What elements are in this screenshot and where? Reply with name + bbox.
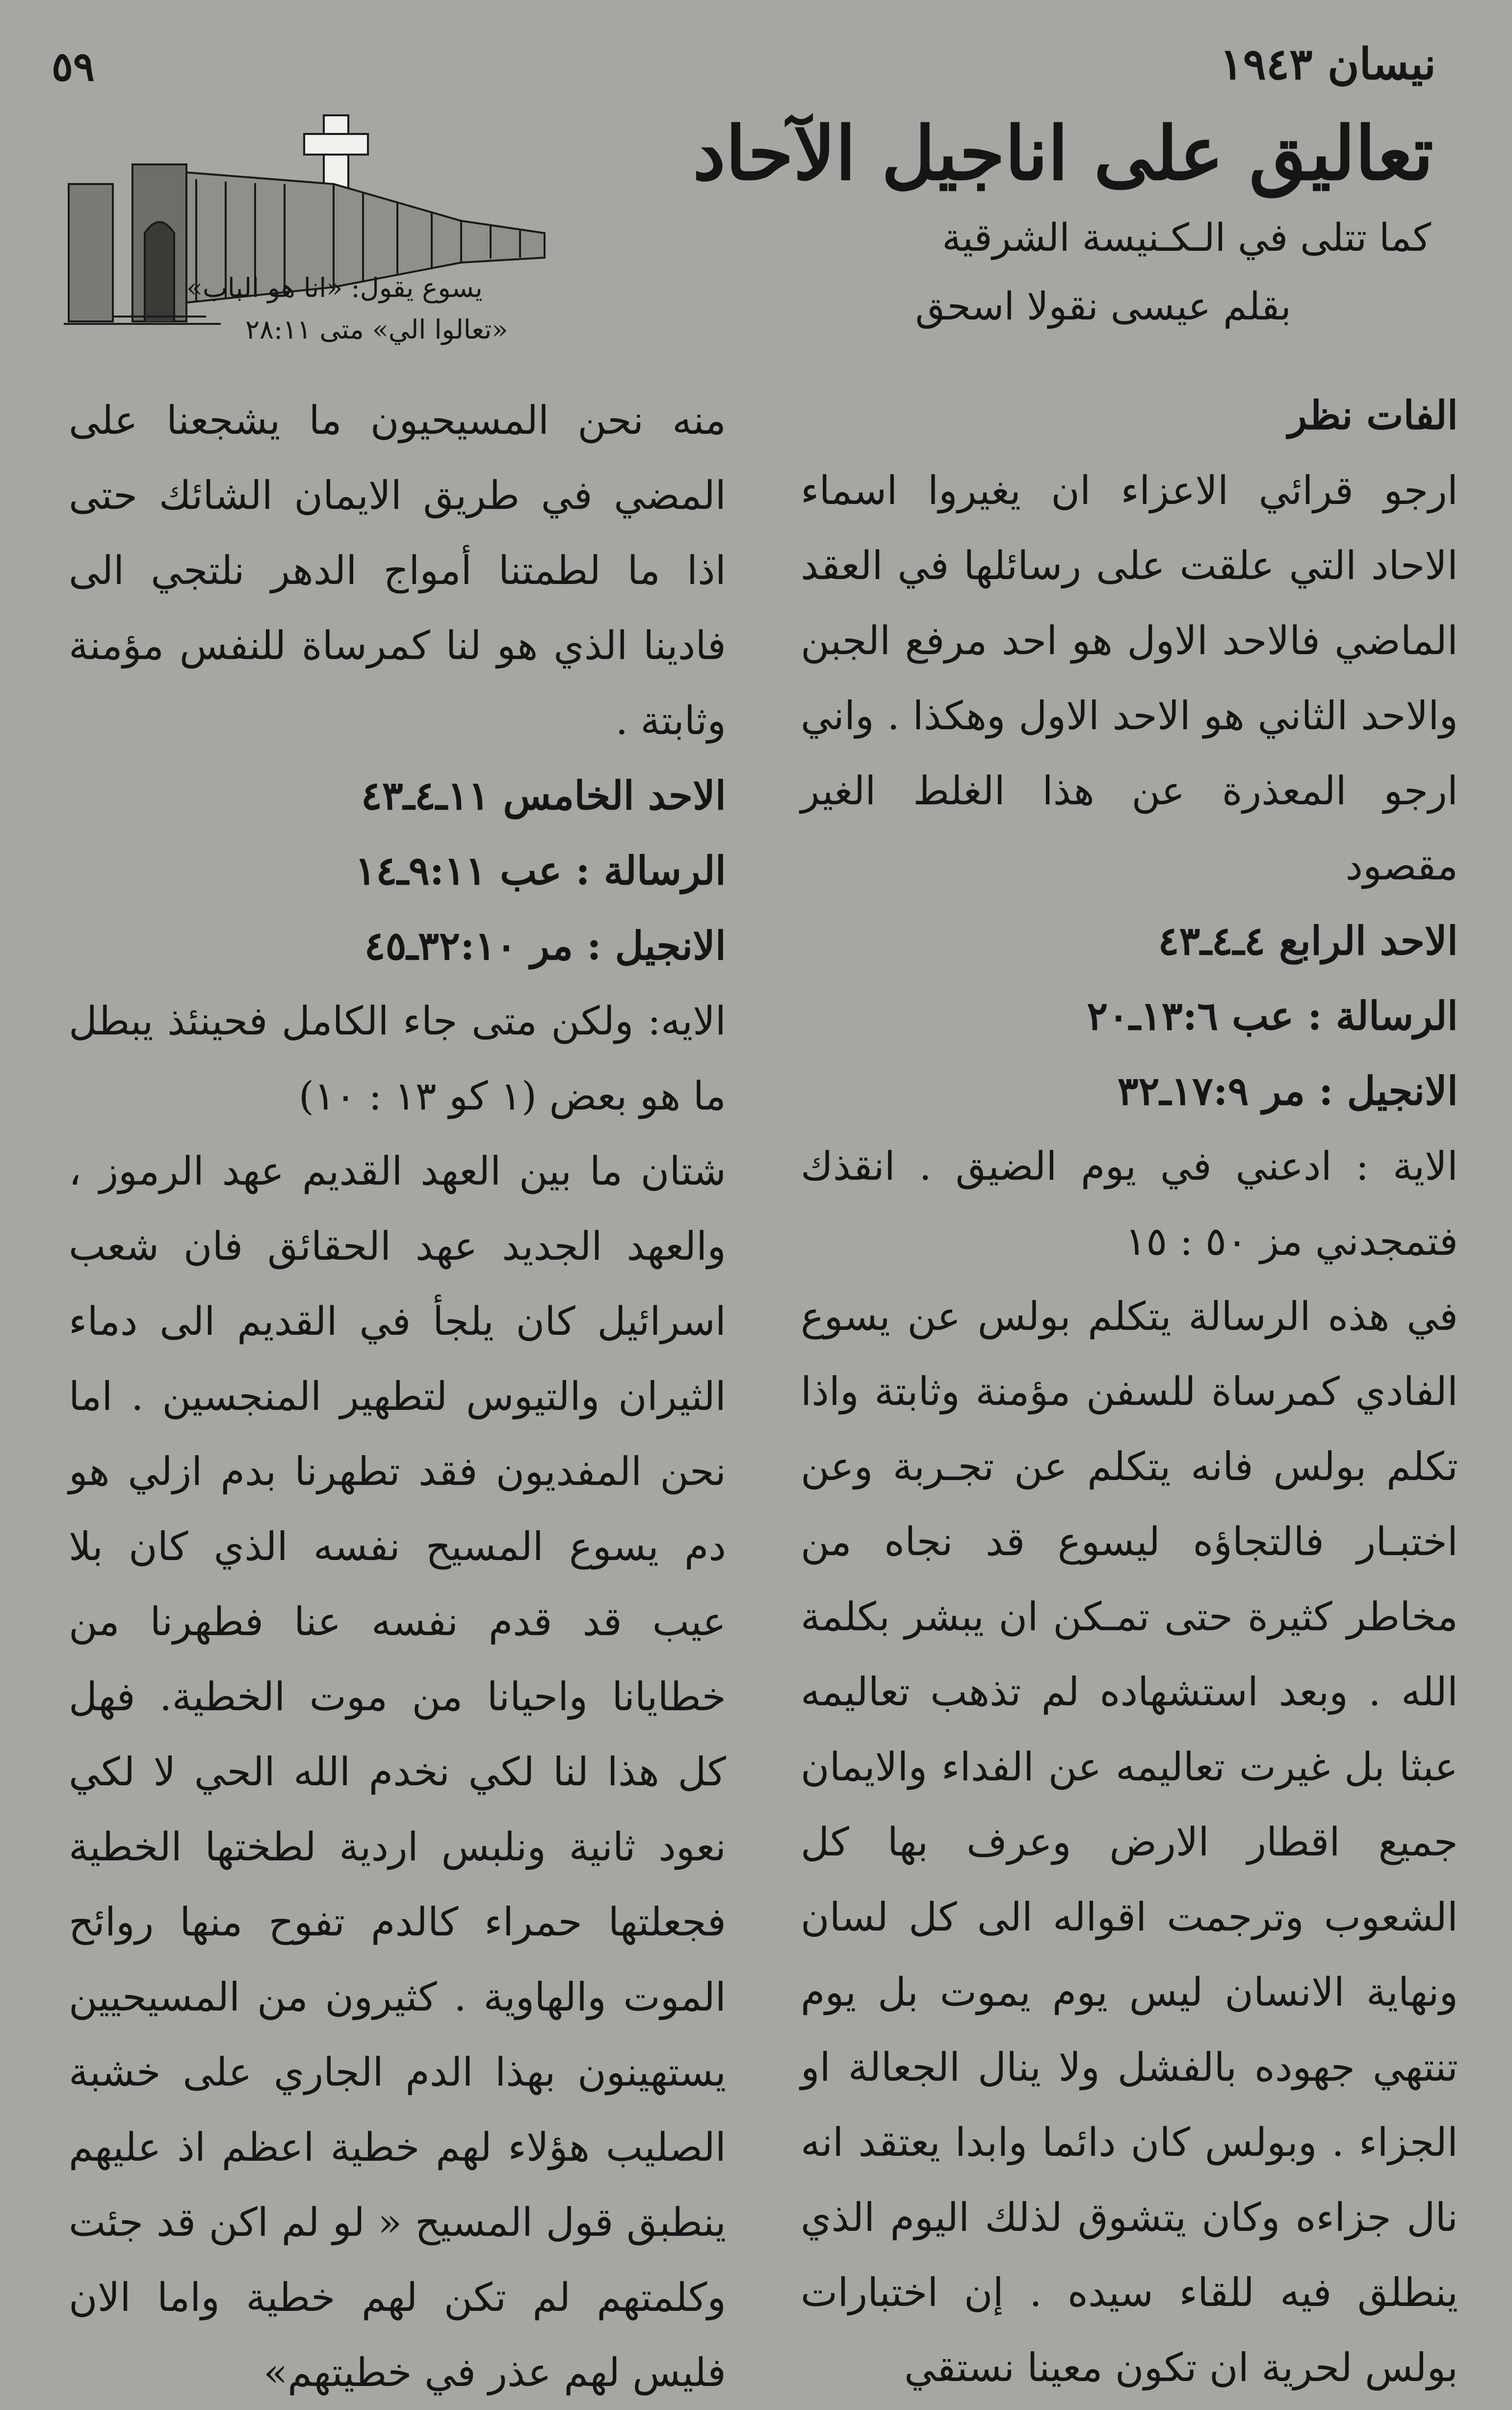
sunday5-body-paragraph: شتان ما بين العهد القديم عهد الرموز ، والعهد الجديد عهد الحقائق فان شعب اسرائيل كان يلجأ في القديم الى دماء الثيران والتيوس لتطهير المنجسين . اما نحن المفديون فقد تطهرنا بدم ازلي هو دم يسوع المسيح نفسه الذي كان بلا عيب قد قدم نفسه عنا فطهرنا من خطايانا واحيانا من موت الخطية. فهل كل هذا لنا لكي نخدم الله الحي لا لكي نعود ثانية ونلبس اردية لطختها الخطية فجعلتها حمراء كالدم تفوح منها روائح الموت والهاوية . كثيرون من المسيحيين يستهينون بهذا الدم الجاري على خشبة الصليب هؤلاء لهم خطية اعظم اذ عليهم ينطبق قول المسيح « لو لم اكن قد جئت وكلمتهم لم تكن لهم خطية واما الان فليس لهم عذر في خطيتهم» [69,1148,726,2395]
notice-paragraph: ارجو قرائي الاعزاء ان يغيروا اسماء الاحاد التي علقت على رسائلها في العقد الماضي فالاحد الاول هو احد مرفع الجبن والاحد الثاني هو الاحد الاول وهكذا . واني ارجو المعذرة عن هذا الغلط الغير مقصود [801,468,1458,889]
article-subtitle: كما تتلى في الـكـنيسة الشرقية [942,216,1431,260]
sunday5-heading: الاحد الخامس ١١ـ٤ـ٤٣ [361,772,726,819]
page-number: ٥٩ [52,43,95,90]
illustration-caption-line1: يسوع يقول: «انا هو الباب» [186,272,483,303]
sunday5-epistle-reference: الرسالة : عب ٩:١١ـ١٤ [355,847,726,894]
sunday4-gospel-reference: الانجيل : مر ١٧:٩ـ٣٢ [1117,1068,1458,1114]
issue-date: نيسان ١٩٤٣ [1220,38,1436,89]
sunday4-verse: الاية : ادعني في يوم الضيق . انقذك فتمجدني مز ٥٠ : ١٥ [801,1143,1458,1264]
sunday5-gospel-reference: الانجيل : مر ٣٢:١٠ـ٤٥ [364,923,726,969]
left-column [69,383,726,2410]
sunday5-verse: الايه: ولكن متى جاء الكامل فحينئذ يبطل ما هو بعض (١ كو ١٣ : ١٠) [69,998,726,1119]
sunday4-heading: الاحد الرابع ٤ـ٤ـ٤٣ [1158,918,1458,964]
right-column [801,378,1458,2405]
article-byline: بقلم عيسى نقولا اسحق [915,285,1291,329]
sunday4-epistle-reference: الرسالة : عب ١٣:٦ـ٢٠ [1087,993,1458,1039]
article-title: تعاليق على اناجيل الآحاد [693,110,1434,197]
notice-heading: الفات نظر [1288,392,1458,438]
intro-paragraph: منه نحن المسيحيون ما يشجعنا على المضي في طريق الايمان الشائك حتى اذا ما لطمتنا أمواج الدهر نلتجي الى فادينا الذي هو لنا كمرساة للنفس مؤمنة وثابتة . [69,397,726,743]
sunday4-body-paragraph: في هذه الرسالة يتكلم بولس عن يسوع الفادي كمرساة للسفن مؤمنة وثابتة واذا تكلم بولس فانه يتكلم عن تجـربة وعن اختبـار فالتجاؤه ليسوع قد نجاه من مخاطر كثيرة حتى تمـكن ان يبشر بكلمة الله . وبعد استشهاده لم تذهب تعاليمه عبثا بل غيرت تعاليمه عن الفداء والايمان جميع اقطار الارض وعرف بها كل الشعوب وترجمت اقواله الى كل لسان ونهاية الانسان ليس يوم يموت بل يوم تنتهي جهوده بالفشل ولا ينال الجعالة او الجزاء . وبولس كان دائما وابدا يعتقد انه نال جزاءه وكان يتشوق لذلك اليوم الذي ينطلق فيه للقاء سيده . إن اختبارات بولس لحرية ان تكون معينا نستقي [801,1294,1458,2390]
illustration-caption-line2: «تعالوا الي» متى ٢٨:١١ [245,314,508,345]
